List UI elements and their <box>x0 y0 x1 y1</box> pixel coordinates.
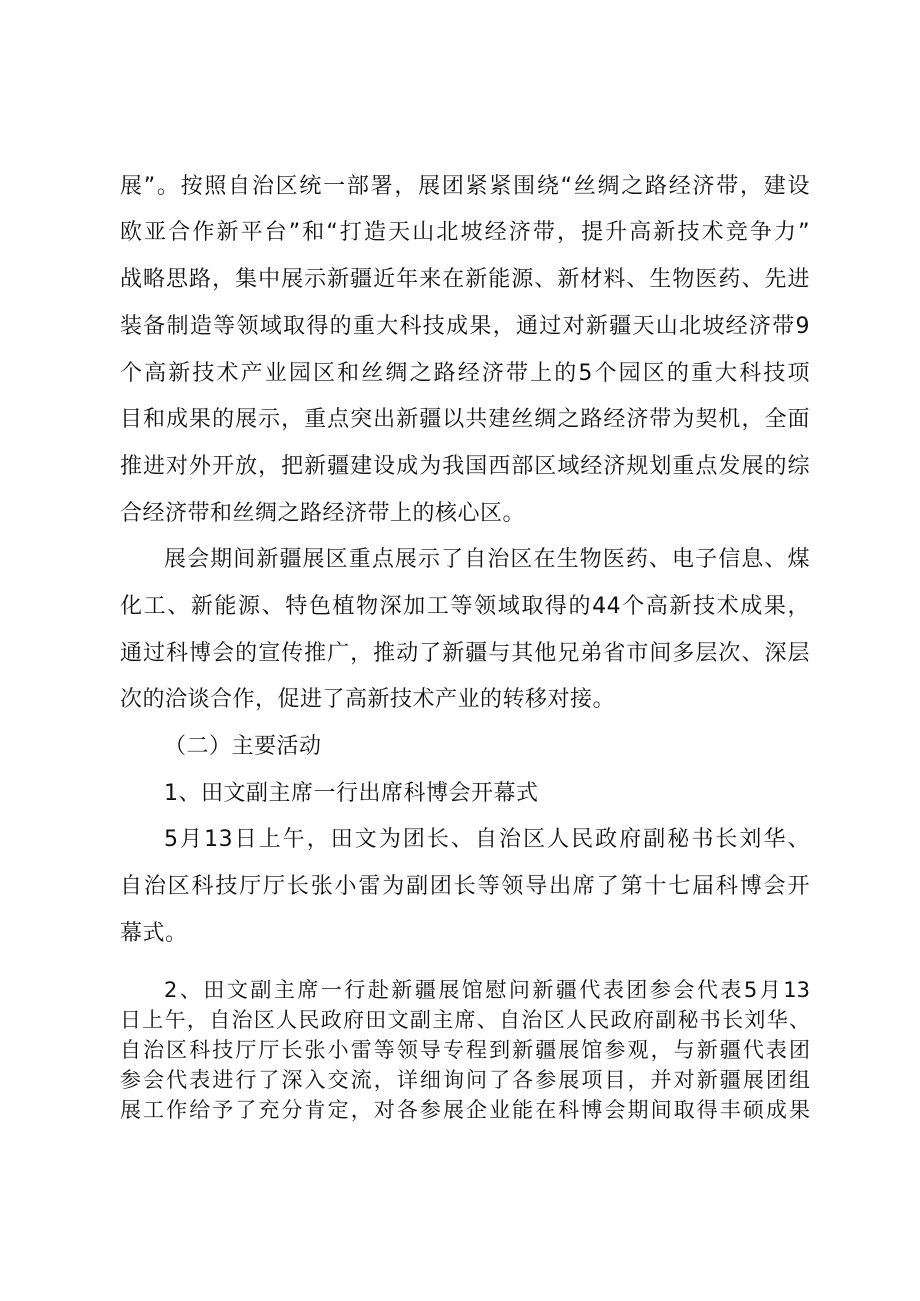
section-heading: （二）主要活动 <box>164 734 322 759</box>
text-line: 目和成果的展示，重点突出新疆以共建丝绸之路经济带为契机，全面 <box>120 407 810 432</box>
text-line: 通过科博会的宣传推广，推动了新疆与其他兄弟省市间多层次、深层 <box>120 641 810 666</box>
text-line: 推进对外开放，把新疆建设成为我国西部区域经济规划重点发展的综 <box>120 454 810 479</box>
text-line: 欧亚合作新平台”和“打造天山北坡经济带，提升高新技术竞争力” <box>120 220 810 245</box>
subsection-heading: 1、田文副主席一行出席科博会开幕式 <box>164 781 539 806</box>
text-line: 化工、新能源、特色植物深加工等领域取得的44个高新技术成果， <box>120 594 810 619</box>
text-line: 自治区科技厅厅长张小雷等领导专程到新疆展馆参观，与新疆代表团 <box>120 1038 810 1062</box>
text-line: 自治区科技厅厅长张小雷为副团长等领导出席了第十七届科博会开 <box>120 874 810 899</box>
text-line: 日上午，自治区人民政府田文副主席、自治区人民政府副秘书长刘华、 <box>120 1008 810 1032</box>
text-line: 次的洽谈合作，促进了高新技术产业的转移对接。 <box>120 687 616 712</box>
text-line: 展工作给予了充分肯定，对各参展企业能在科博会期间取得丰硕成果 <box>120 1098 810 1122</box>
text-line: 装备制造等领域取得的重大科技成果，通过对新疆天山北坡经济带9 <box>120 314 810 339</box>
text-line: 展”。按照自治区统一部署，展团紧紧围绕“丝绸之路经济带，建设 <box>120 174 810 199</box>
text-line: 个高新技术产业园区和丝绸之路经济带上的5个园区的重大科技项 <box>120 361 810 386</box>
text-line: 参会代表进行了深入交流，详细询问了各参展项目，并对新疆展团组 <box>120 1068 810 1092</box>
text-line: 2、田文副主席一行赴新疆展馆慰问新疆代表团参会代表5月13 <box>164 978 810 1002</box>
text-line: 5月13日上午，田文为团长、自治区人民政府副秘书长刘华、 <box>164 827 810 852</box>
text-line: 幕式。 <box>120 921 188 946</box>
text-line: 战略思路，集中展示新疆近年来在新能源、新材料、生物医药、先进 <box>120 267 810 292</box>
text-line: 合经济带和丝绸之路经济带上的核心区。 <box>120 501 526 526</box>
text-line: 展会期间新疆展区重点展示了自治区在生物医药、电子信息、煤 <box>164 547 810 572</box>
